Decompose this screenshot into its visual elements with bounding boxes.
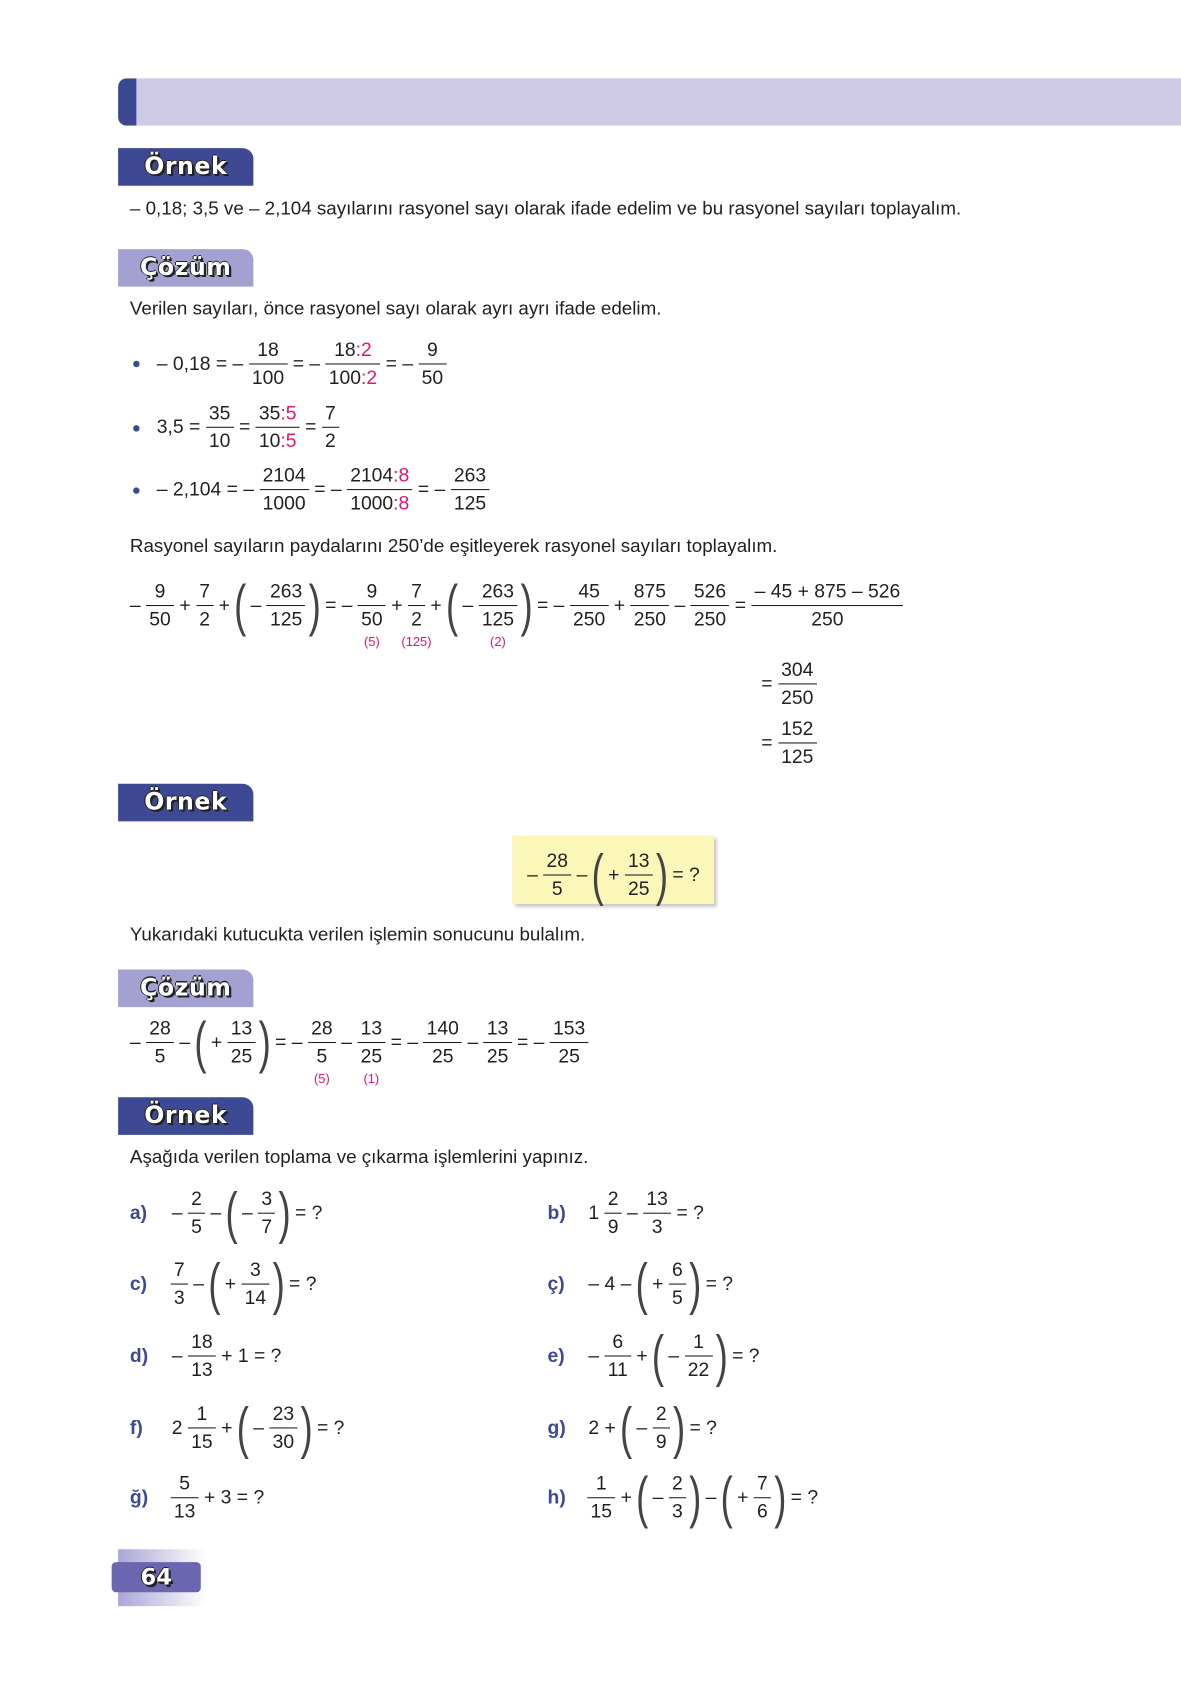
math-operator: –	[129, 1031, 141, 1053]
denominator: 3	[669, 1497, 686, 1523]
fraction	[643, 1188, 671, 1238]
exercise-label: ğ)	[129, 1486, 149, 1508]
math-operator: –	[341, 1031, 352, 1053]
exercise-expression	[169, 1181, 326, 1245]
fraction	[625, 850, 653, 900]
math-operator: = –	[516, 1031, 545, 1053]
exercise-expression	[169, 1396, 348, 1460]
fraction	[267, 580, 306, 630]
math-operator: –	[527, 863, 538, 886]
sum-line-3	[758, 718, 819, 768]
fraction	[258, 1188, 275, 1238]
math-operator: +	[636, 1344, 648, 1367]
solution2-expr	[127, 1010, 591, 1086]
math-operator: –	[250, 594, 262, 616]
fraction	[653, 1403, 670, 1453]
math-operator: –	[674, 594, 686, 616]
numerator: 2	[655, 1402, 667, 1425]
math-operator: +	[608, 863, 620, 886]
denominator: 25	[550, 1042, 589, 1068]
numerator: 35	[208, 402, 231, 424]
numerator: 263	[481, 580, 515, 602]
bullet-expr-1	[154, 339, 449, 389]
open-paren: (	[225, 1181, 238, 1245]
numerator: 5	[179, 1472, 191, 1494]
sum-line-1	[127, 573, 906, 650]
denominator: 25	[484, 1042, 512, 1068]
section-header-bar	[118, 78, 1181, 125]
numerator: 35:5	[258, 402, 297, 424]
fraction	[206, 402, 234, 452]
close-paren: )	[689, 1252, 702, 1316]
denominator: 250	[691, 605, 730, 631]
bullet-expr-3	[154, 464, 492, 514]
math-operator: = ?	[676, 1201, 704, 1224]
denominator: 30	[269, 1427, 297, 1453]
math-operator: = ?	[689, 1416, 717, 1439]
denominator: 5	[669, 1284, 686, 1310]
denominator: 3	[171, 1284, 188, 1310]
fraction	[543, 850, 571, 900]
divisor-highlight: :2	[360, 366, 378, 389]
math-operator: +	[620, 1486, 632, 1508]
numerator: 7	[757, 1472, 768, 1494]
solution-tab-1: Çözüm	[118, 249, 253, 287]
denominator: 7	[258, 1213, 275, 1239]
denominator: 125	[479, 605, 518, 631]
close-paren: )	[520, 573, 533, 638]
fraction	[451, 464, 490, 514]
numerator: 28	[149, 1017, 171, 1039]
exercise-label: f)	[129, 1416, 143, 1439]
denominator: 50	[358, 605, 386, 631]
example1-problem: – 0,18; 3,5 ve – 2,104 sayılarını rasyonel sayı olarak ifade edelim ve bu rasyonel sayıları toplayalım.	[129, 197, 962, 220]
exercise-expression	[585, 1466, 821, 1530]
close-paren: )	[300, 1396, 313, 1460]
header-accent	[118, 78, 136, 125]
numerator: 2	[671, 1472, 683, 1494]
fraction	[751, 580, 903, 630]
math-operator: = ?	[289, 1272, 317, 1295]
math-operator: =	[761, 672, 773, 695]
math-operator: =	[305, 416, 317, 438]
divisor-highlight: :2	[355, 338, 372, 361]
denominator: 25	[228, 1042, 256, 1068]
exercise-expression	[585, 1252, 736, 1316]
numerator: 7	[199, 580, 210, 602]
bullet	[133, 425, 139, 431]
denominator: 250	[751, 605, 903, 631]
numerator: 1	[196, 1402, 208, 1425]
math-operator: =	[761, 731, 773, 754]
expansion-factor: (2)	[490, 633, 506, 650]
fraction	[484, 1017, 512, 1067]
numerator: 3	[261, 1187, 273, 1210]
exercise-expression	[585, 1324, 763, 1388]
close-paren: )	[278, 1181, 291, 1245]
fraction	[550, 1017, 589, 1067]
divisor-highlight: :5	[280, 429, 297, 452]
denominator: 5	[146, 1042, 174, 1068]
fraction	[188, 1331, 216, 1381]
math-operator: +	[430, 594, 442, 616]
math-operator: – 2,104 = –	[156, 478, 255, 500]
numerator: 1	[693, 1330, 704, 1353]
bullet	[133, 487, 139, 493]
numerator: 13	[486, 1017, 509, 1039]
fraction	[256, 402, 300, 452]
math-operator: +	[179, 594, 191, 616]
math-operator: = –	[385, 352, 414, 375]
numerator: 2	[607, 1187, 619, 1210]
math-operator: = –	[390, 1031, 419, 1053]
math-operator: –	[193, 1272, 205, 1295]
math-operator: = ?	[790, 1486, 819, 1508]
denominator: 15	[587, 1497, 615, 1523]
numerator: 23	[272, 1402, 295, 1425]
numerator: 6	[671, 1258, 683, 1281]
math-operator: 2 +	[588, 1416, 616, 1439]
numerator: 45	[578, 580, 600, 602]
fraction	[241, 1259, 269, 1309]
math-operator: –	[210, 1201, 222, 1224]
fraction	[347, 464, 413, 514]
denominator: 6	[754, 1497, 771, 1523]
fraction	[423, 1017, 462, 1067]
numerator: 18:2	[334, 338, 372, 361]
fraction	[269, 1403, 297, 1453]
exercise-expression	[169, 1331, 285, 1381]
math-operator: –	[179, 1031, 191, 1053]
denominator: 10:5	[256, 427, 300, 453]
numerator: 1	[595, 1472, 607, 1494]
open-paren: (	[720, 1466, 733, 1530]
denominator: 3	[643, 1213, 671, 1239]
denominator: 11	[604, 1355, 631, 1381]
open-paren: (	[234, 573, 247, 638]
math-operator: +	[652, 1272, 664, 1295]
math-operator: + 1 = ?	[221, 1344, 282, 1367]
math-operator: –	[576, 863, 588, 886]
close-paren: )	[689, 1466, 702, 1530]
fraction	[778, 659, 817, 709]
close-paren: )	[308, 573, 321, 638]
example3-instruction: Aşağıda verilen toplama ve çıkarma işlemlerini yapınız.	[129, 1145, 589, 1168]
example-tab-2: Örnek	[118, 784, 253, 822]
fraction	[479, 580, 518, 650]
math-operator: +	[210, 1031, 223, 1053]
denominator: 2	[408, 605, 425, 631]
exercise-label: b)	[547, 1201, 566, 1224]
fraction	[171, 1472, 199, 1522]
math-operator: +	[224, 1272, 237, 1295]
numerator: 13	[646, 1187, 668, 1210]
fraction	[228, 1017, 256, 1067]
denominator: 9	[604, 1213, 621, 1239]
math-operator: –	[467, 1031, 479, 1053]
numerator: 2104:8	[350, 464, 410, 486]
sum-line-2	[758, 659, 819, 709]
open-paren: (	[620, 1396, 633, 1460]
example1-intro: Verilen sayıları, önce rasyonel sayı olarak ayrı ayrı ifade edelim.	[129, 297, 662, 319]
open-paren: (	[446, 573, 459, 638]
numerator: 526	[693, 580, 727, 602]
math-operator: + 3 = ?	[204, 1486, 265, 1508]
numerator: 875	[633, 580, 666, 602]
open-paren: (	[194, 1010, 207, 1075]
math-operator: –	[627, 1201, 638, 1224]
denominator: 50	[418, 363, 446, 389]
denominator: 15	[188, 1427, 216, 1453]
divisor-highlight: :8	[393, 464, 410, 486]
math-operator: –	[588, 1344, 600, 1367]
expansion-factor: (5)	[363, 633, 380, 650]
denominator: 125	[451, 489, 490, 515]
numerator: 9	[154, 580, 166, 602]
numerator: 9	[427, 338, 438, 361]
fraction	[259, 464, 308, 514]
fraction	[401, 580, 432, 650]
open-paren: (	[636, 1466, 649, 1530]
math-operator: +	[391, 594, 403, 616]
expansion-factor: (5)	[314, 1070, 330, 1086]
math-operator: 3,5 =	[156, 416, 201, 438]
example-tab-1: Örnek	[118, 148, 253, 186]
math-operator: = –	[292, 352, 321, 375]
solution-tab-2: Çözüm	[118, 969, 253, 1007]
numerator: 9	[366, 580, 378, 602]
example-tab-3: Örnek	[118, 1097, 253, 1135]
math-operator: = ?	[705, 1272, 734, 1295]
fraction	[249, 339, 288, 389]
math-operator: 1	[588, 1201, 600, 1224]
denominator: 5	[188, 1213, 205, 1239]
math-operator: –	[668, 1344, 680, 1367]
fraction	[196, 580, 213, 630]
math-operator: = –	[536, 594, 565, 616]
numerator: 13	[360, 1017, 383, 1039]
denominator: 14	[241, 1284, 269, 1310]
numerator: 13	[230, 1017, 253, 1039]
exercise-expression	[169, 1472, 268, 1522]
open-paren: (	[208, 1252, 221, 1316]
divisor-highlight: :5	[280, 402, 297, 424]
denominator: 1000:8	[347, 489, 413, 515]
fraction	[322, 402, 339, 452]
box-expression	[524, 843, 703, 907]
math-operator: +	[613, 594, 626, 616]
denominator: 22	[685, 1355, 713, 1381]
open-paren: (	[651, 1324, 665, 1388]
fraction	[418, 339, 446, 389]
numerator: 2	[191, 1187, 202, 1210]
exercise-label: ç)	[547, 1272, 565, 1295]
denominator: 13	[188, 1355, 216, 1381]
math-operator: +	[218, 594, 230, 616]
math-operator: –	[129, 594, 141, 616]
close-paren: )	[272, 1252, 285, 1316]
fraction	[308, 1017, 336, 1086]
denominator: 25	[625, 874, 653, 900]
denominator: 9	[653, 1427, 670, 1453]
numerator: 304	[781, 658, 814, 681]
math-operator: –	[253, 1416, 265, 1439]
numerator: 152	[781, 717, 814, 740]
fraction	[357, 1017, 385, 1086]
open-paren: (	[635, 1252, 648, 1316]
fraction	[669, 1472, 686, 1522]
exercise-label: c)	[129, 1272, 148, 1295]
close-paren: )	[774, 1466, 787, 1530]
math-operator: = ?	[672, 863, 700, 886]
exercise-expression	[169, 1252, 320, 1316]
math-operator: –	[462, 594, 474, 616]
divisor-highlight: :8	[393, 492, 410, 514]
fraction	[630, 580, 669, 630]
expansion-factor: (1)	[363, 1070, 380, 1086]
math-operator: –	[705, 1486, 717, 1508]
numerator: 7	[324, 402, 336, 424]
math-operator: –	[241, 1201, 253, 1224]
fraction	[604, 1188, 621, 1238]
fraction	[754, 1472, 771, 1522]
denominator: 5	[543, 874, 571, 900]
denominator: 10	[206, 427, 234, 453]
fraction	[604, 1331, 631, 1381]
math-operator: – 4 –	[588, 1272, 632, 1295]
math-operator: –	[636, 1416, 648, 1439]
exercise-label: d)	[129, 1344, 149, 1367]
page-number: 64	[112, 1562, 201, 1592]
denominator: 100	[249, 363, 288, 389]
numerator: 263	[269, 580, 303, 602]
math-operator: = ?	[317, 1416, 345, 1439]
math-operator: = –	[314, 478, 342, 500]
fraction	[778, 718, 817, 768]
math-operator: = –	[417, 478, 446, 500]
denominator: 5	[308, 1042, 336, 1068]
open-paren: (	[591, 843, 604, 907]
denominator: 250	[570, 605, 609, 631]
exercise-label: g)	[547, 1416, 566, 1439]
denominator: 25	[423, 1042, 462, 1068]
numerator: 153	[552, 1017, 586, 1039]
numerator: 28	[311, 1017, 333, 1039]
close-paren: )	[715, 1324, 728, 1388]
denominator: 125	[778, 742, 817, 768]
math-operator: = ?	[732, 1344, 760, 1367]
fraction	[146, 1017, 174, 1067]
bullet	[133, 361, 139, 367]
denominator: 2	[322, 427, 339, 453]
exercise-label: a)	[129, 1201, 148, 1224]
math-operator: =	[238, 416, 251, 438]
close-paren: )	[258, 1010, 271, 1075]
fraction	[669, 1259, 686, 1309]
denominator: 25	[357, 1042, 385, 1068]
math-operator: = –	[275, 1031, 303, 1053]
denominator: 250	[630, 605, 669, 631]
exercise-label: e)	[547, 1344, 565, 1367]
close-paren: )	[673, 1396, 686, 1460]
fraction	[358, 580, 386, 650]
denominator: 13	[171, 1497, 199, 1523]
numerator: 28	[546, 849, 569, 872]
fraction	[171, 1259, 188, 1309]
math-operator: –	[652, 1486, 664, 1508]
math-operator: = ?	[294, 1201, 323, 1224]
open-paren: (	[236, 1396, 249, 1460]
sum-intro: Rasyonel sayıların paydalarını 250’de eşitleyerek rasyonel sayıları toplayalım.	[129, 534, 778, 557]
denominator: 250	[778, 683, 817, 709]
denominator: 100:2	[325, 363, 380, 389]
math-operator: = –	[325, 594, 353, 616]
numerator: 18	[191, 1330, 213, 1353]
expansion-factor: (125)	[401, 633, 432, 650]
numerator: 7	[411, 580, 422, 602]
numerator: 13	[627, 849, 650, 872]
numerator: 263	[453, 464, 487, 486]
fraction	[691, 580, 730, 630]
fraction	[325, 339, 380, 389]
math-operator: +	[221, 1416, 233, 1439]
math-operator: –	[171, 1344, 183, 1367]
fraction	[146, 580, 174, 630]
denominator: 1000	[259, 489, 308, 515]
denominator: 50	[146, 605, 174, 631]
math-operator: +	[737, 1486, 749, 1508]
math-operator: –	[171, 1201, 183, 1224]
numerator: – 45 + 875 – 526	[754, 580, 901, 602]
denominator: 125	[267, 605, 306, 631]
exercise-expression	[585, 1396, 720, 1460]
numerator: 7	[173, 1258, 185, 1281]
exercise-label: h)	[547, 1486, 566, 1508]
close-paren: )	[655, 843, 669, 907]
fraction	[188, 1188, 205, 1238]
numerator: 3	[250, 1258, 261, 1281]
math-operator: – 0,18 = –	[156, 352, 244, 375]
math-operator: 2	[171, 1416, 183, 1439]
fraction	[587, 1472, 615, 1522]
fraction	[685, 1331, 713, 1381]
fraction	[188, 1403, 216, 1453]
numerator: 18	[257, 338, 279, 361]
example2-problem: Yukarıdaki kutucukta verilen işlemin sonucunu bulalım.	[129, 923, 586, 945]
numerator: 6	[612, 1330, 624, 1353]
numerator: 140	[426, 1017, 459, 1039]
denominator: 2	[196, 605, 213, 631]
fraction	[570, 580, 609, 630]
exercise-expression	[585, 1188, 707, 1238]
numerator: 2104	[262, 464, 306, 486]
math-operator: =	[734, 594, 747, 616]
bullet-expr-2	[154, 402, 342, 452]
